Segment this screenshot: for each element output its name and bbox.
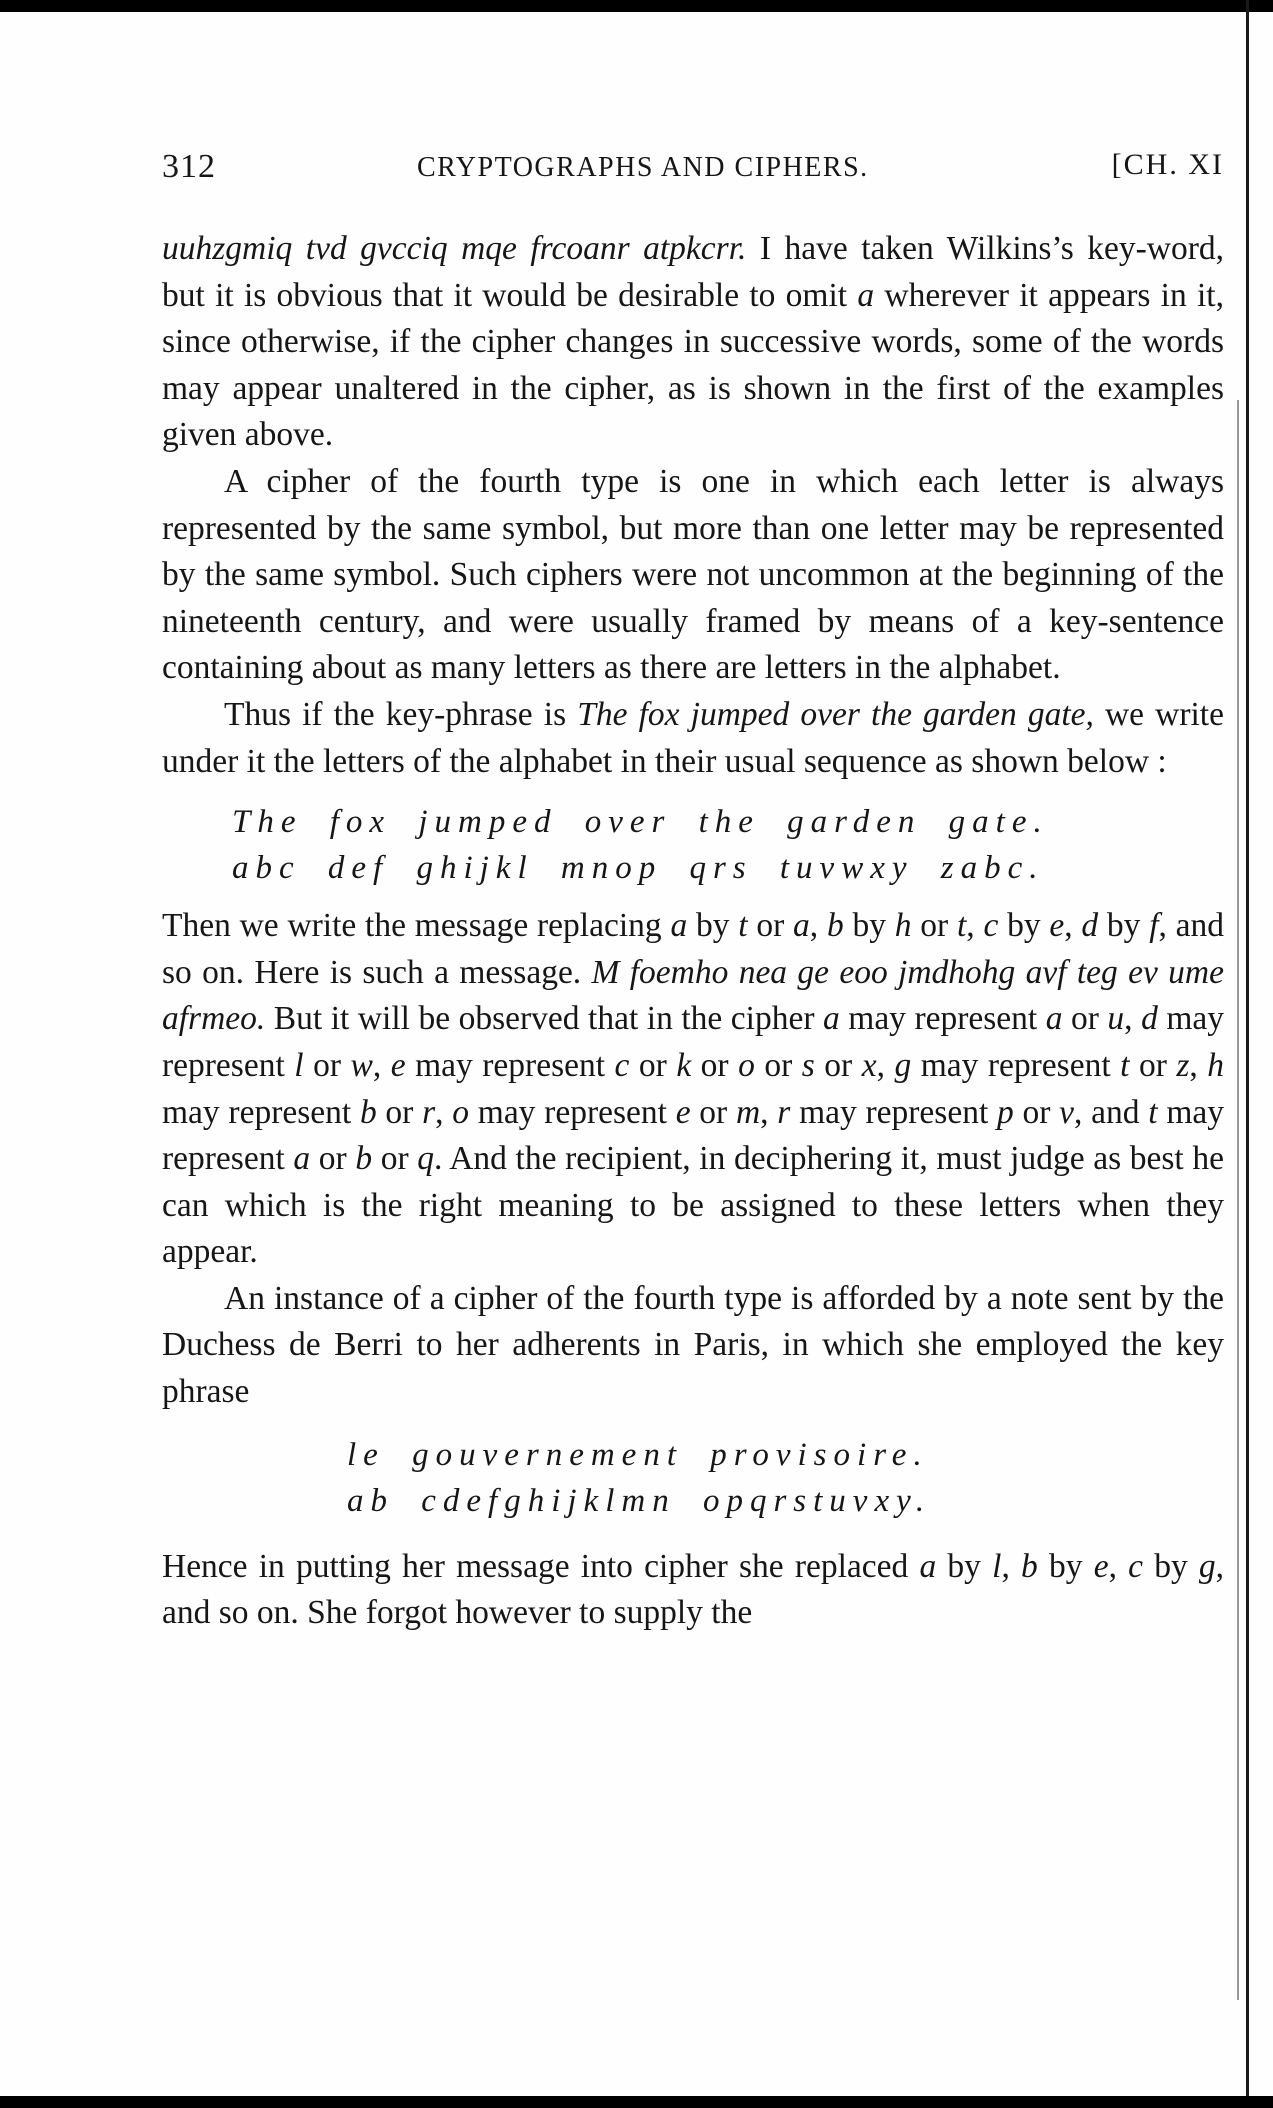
key-table-phrase-line: le gouvernement provisoire. xyxy=(347,1436,929,1473)
key-table-phrase-line: The fox jumped over the garden gate. xyxy=(232,804,1049,841)
paragraph-key-phrase: Thus if the key-phrase is The fox jumped over the garden gate, we write under it the letters of the alphabet in their usual sequence as shown below : xyxy=(162,695,1224,780)
page-number: 312 xyxy=(162,148,216,185)
paragraph-duchess-de-berri: An instance of a cipher of the fourth type is afforded by a note sent by the Duchess de Berri to her adherents in Paris, in which she employed the key phrase xyxy=(162,1279,1224,1411)
key-table-gouvernement xyxy=(162,1432,1224,1524)
scan-right-edge xyxy=(1246,0,1249,2108)
key-table-fox xyxy=(162,799,1224,891)
paragraph-continuation: uuhzgmiq tvd gvcciq mqe frcoanr atpkcrr. I have taken Wilkins’s key-word, but it is obvious that it would be desirable to omit a wherever it appears in it, since otherwise, if the cipher changes in successive words, some of the words may appear unaltered in the cipher, as is shown in the first of the examples given above. xyxy=(162,230,1224,454)
key-table-alphabet-line: ab cdefghijklmn opqrstuvxy. xyxy=(347,1482,932,1519)
paragraph-fourth-type: A cipher of the fourth type is one in which each letter is always represented by the same symbol, but more than one letter may be represented by the same symbol. Such ciphers were not uncommon at the beginning of the nineteenth century, and were usually framed by means of a key-sentence containing about as many letters as there are letters in the alphabet. xyxy=(162,462,1224,687)
running-title: CRYPTOGRAPHS AND CIPHERS. xyxy=(417,152,869,183)
scan-top-edge xyxy=(0,0,1273,12)
page-header xyxy=(162,148,1224,188)
cipher-message: M foemho nea ge eoo jmdhohg avf teg ev ume afrmeo. xyxy=(162,953,1224,1038)
key-table-alphabet-line: abc def ghijkl mnop qrs tuvwxy zabc. xyxy=(232,850,1045,887)
scan-right-edge-shadow xyxy=(1237,400,1239,2000)
key-phrase: The fox jumped over the garden gate, xyxy=(577,695,1094,733)
body-text xyxy=(162,226,1224,1637)
paragraph-hence: Hence in putting her message into cipher she replaced a by l, b by e, c by g, and so on. She forgot however to supply the xyxy=(162,1547,1225,1632)
cipher-text: uuhzgmiq tvd gvcciq mqe frcoanr atpkcrr. xyxy=(162,230,747,267)
paragraph-then: Then we write the message replacing a by t or a, b by h or t, c by e, d by f, and so on. Here is such a message. M foemho nea ge eoo jmdhohg avf teg ev ume afrmeo. But it will be observed that in the cipher a may represent a or u, d may represent l or w, e may represent c or k or o or s or x, g may represent t or z, h may represent b or r, o may represent e or m, r may represent p or v, and t may represent a or b or q. And the recipient, in deciphering it, must judge as best he can which is the right meaning to be assigned to these letters when they appear. xyxy=(162,907,1225,1271)
chapter-label: [CH. XI xyxy=(1111,148,1224,181)
scan-bottom-edge xyxy=(0,2096,1273,2108)
